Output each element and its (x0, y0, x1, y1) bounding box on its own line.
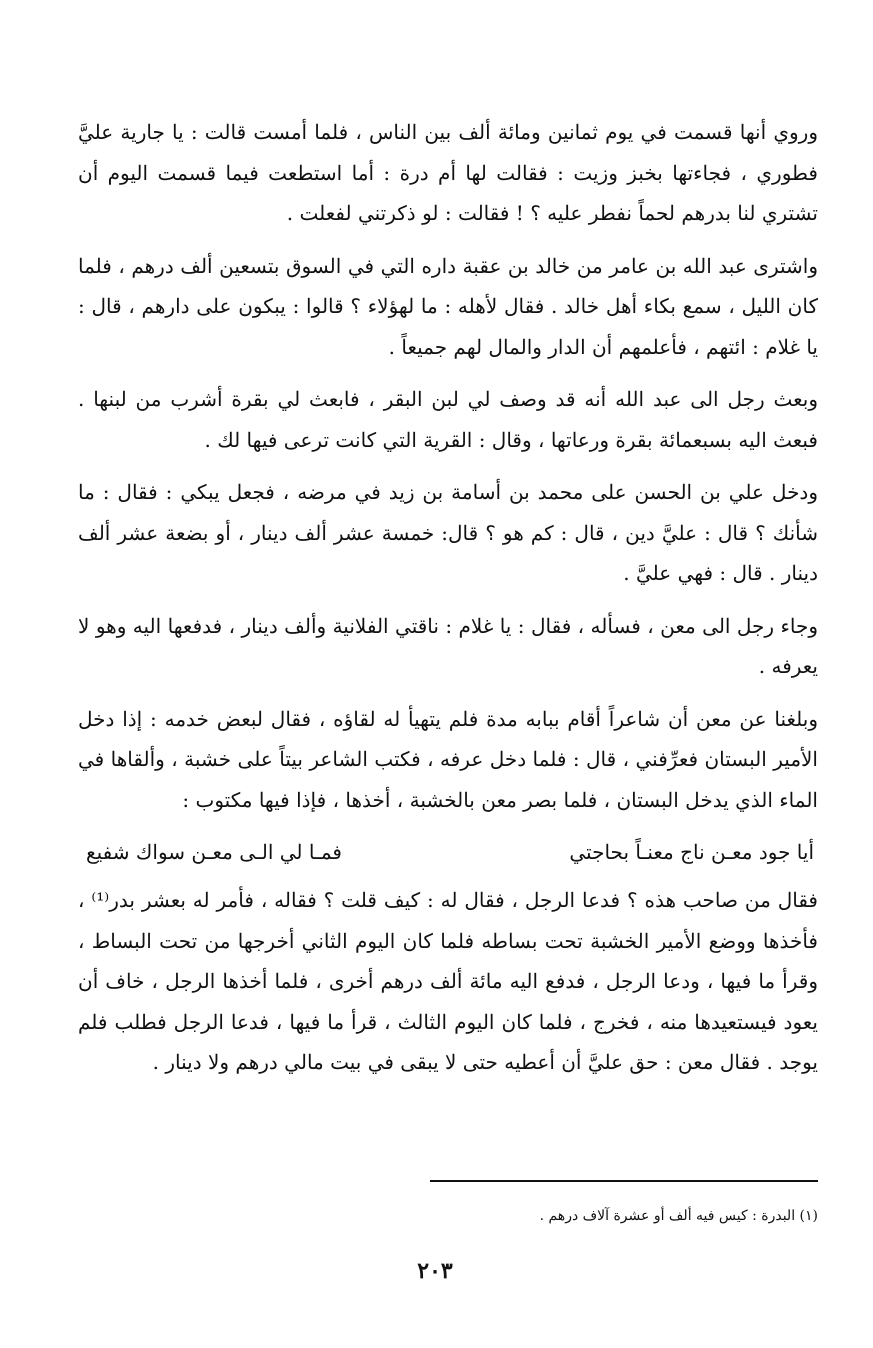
verse-second-hemistich: فمـا لي الـى معـن سواك شفيع (86, 840, 342, 864)
footnote: (١) البدرة : كيس فيه ألف أو عشرة آلاف درهم . (539, 1208, 818, 1224)
paragraph-4: ودخل علي بن الحسن على محمد بن أسامة بن زيد في مرضه ، فجعل يبكي : فقال : ما شأنك ؟ قال : عليَّ دين ، قال : كم هو ؟ قال: خمسة عشر ألف دينار ، أو بضعة عشر ألف دينار . قال : فهي عليَّ . (78, 480, 818, 585)
poem-verse (86, 832, 814, 872)
paragraph-1: وروي أنها قسمت في يوم ثمانين ومائة ألف بين الناس ، فلما أمست قالت : يا جارية عليَّ فطوري ، فجاءتها بخبز وزيت : فقالت لها أم درة : أما استطعت فيما قسمت اليوم أن تشتري لنا بدرهم لحماً نفطر عليه ؟ ! فقالت : لو ذكرتني لفعلت . (78, 120, 818, 225)
footnote-divider (430, 1180, 818, 1182)
book-page-body (78, 112, 818, 1095)
verse-first-hemistich: أيا جود معـن ناج معنـاً بحاجتي (569, 840, 814, 864)
paragraph-5: وجاء رجل الى معن ، فسأله ، فقال : يا غلام : ناقتي الفلانية وألف دينار ، فدفعها اليه وهو لا يعرفه . (78, 613, 818, 678)
paragraph-closing: فقال من صاحب هذه ؟ فدعا الرجل ، فقال له : كيف قلت ؟ فقاله ، فأمر له بعشر بدر⁽¹⁾ ، فأخذها ووضع الأمير الخشبة تحت بساطه فلما كان اليوم الثاني أخرجها من تحت البساط ، وقرأ ما فيها ، ودعا الرجل ، فدفع اليه مائة ألف درهم أخرى ، فلما أخذها الرجل ، خاف أن يعود فيستعيدها منه ، فخرج ، فلما كان اليوم الثالث ، قرأ ما فيها ، فدعا الرجل فطلب فلم يوجد . فقال معن : حق عليَّ أن أعطيه حتى لا يبقى في بيت مالي درهم ولا دينار . (78, 888, 818, 1074)
page-number: ٢٠٣ (417, 1258, 453, 1284)
paragraph-2: واشترى عبد الله بن عامر من خالد بن عقبة داره التي في السوق بتسعين ألف درهم ، فلما كان الليل ، سمع بكاء أهل خالد . فقال لأهله : ما لهؤلاء ؟ قالوا : يبكون على دارهم ، قال : يا غلام : ائتهم ، فأعلمهم أن الدار والمال لهم جميعاً . (78, 253, 818, 359)
paragraph-3: وبعث رجل الى عبد الله أنه قد وصف لي لبن البقر ، فابعث لي بقرة أشرب من لبنها . فبعث اليه بسبعمائة بقرة ورعاتها ، وقال : القرية التي كانت ترعى فيها لك . (78, 387, 818, 452)
paragraph-6: وبلغنا عن معن أن شاعراً أقام ببابه مدة فلم يتهيأ له لقاؤه ، فقال لبعض خدمه : إذا دخل الأمير البستان فعرِّفني ، قال : فلما دخل عرفه ، فكتب الشاعر بيتاً على خشبة ، وألقاها في الماء الذي يدخل البستان ، فلما بصر معن بالخشبة ، أخذها ، فإذا فيها مكتوب : (78, 706, 818, 812)
